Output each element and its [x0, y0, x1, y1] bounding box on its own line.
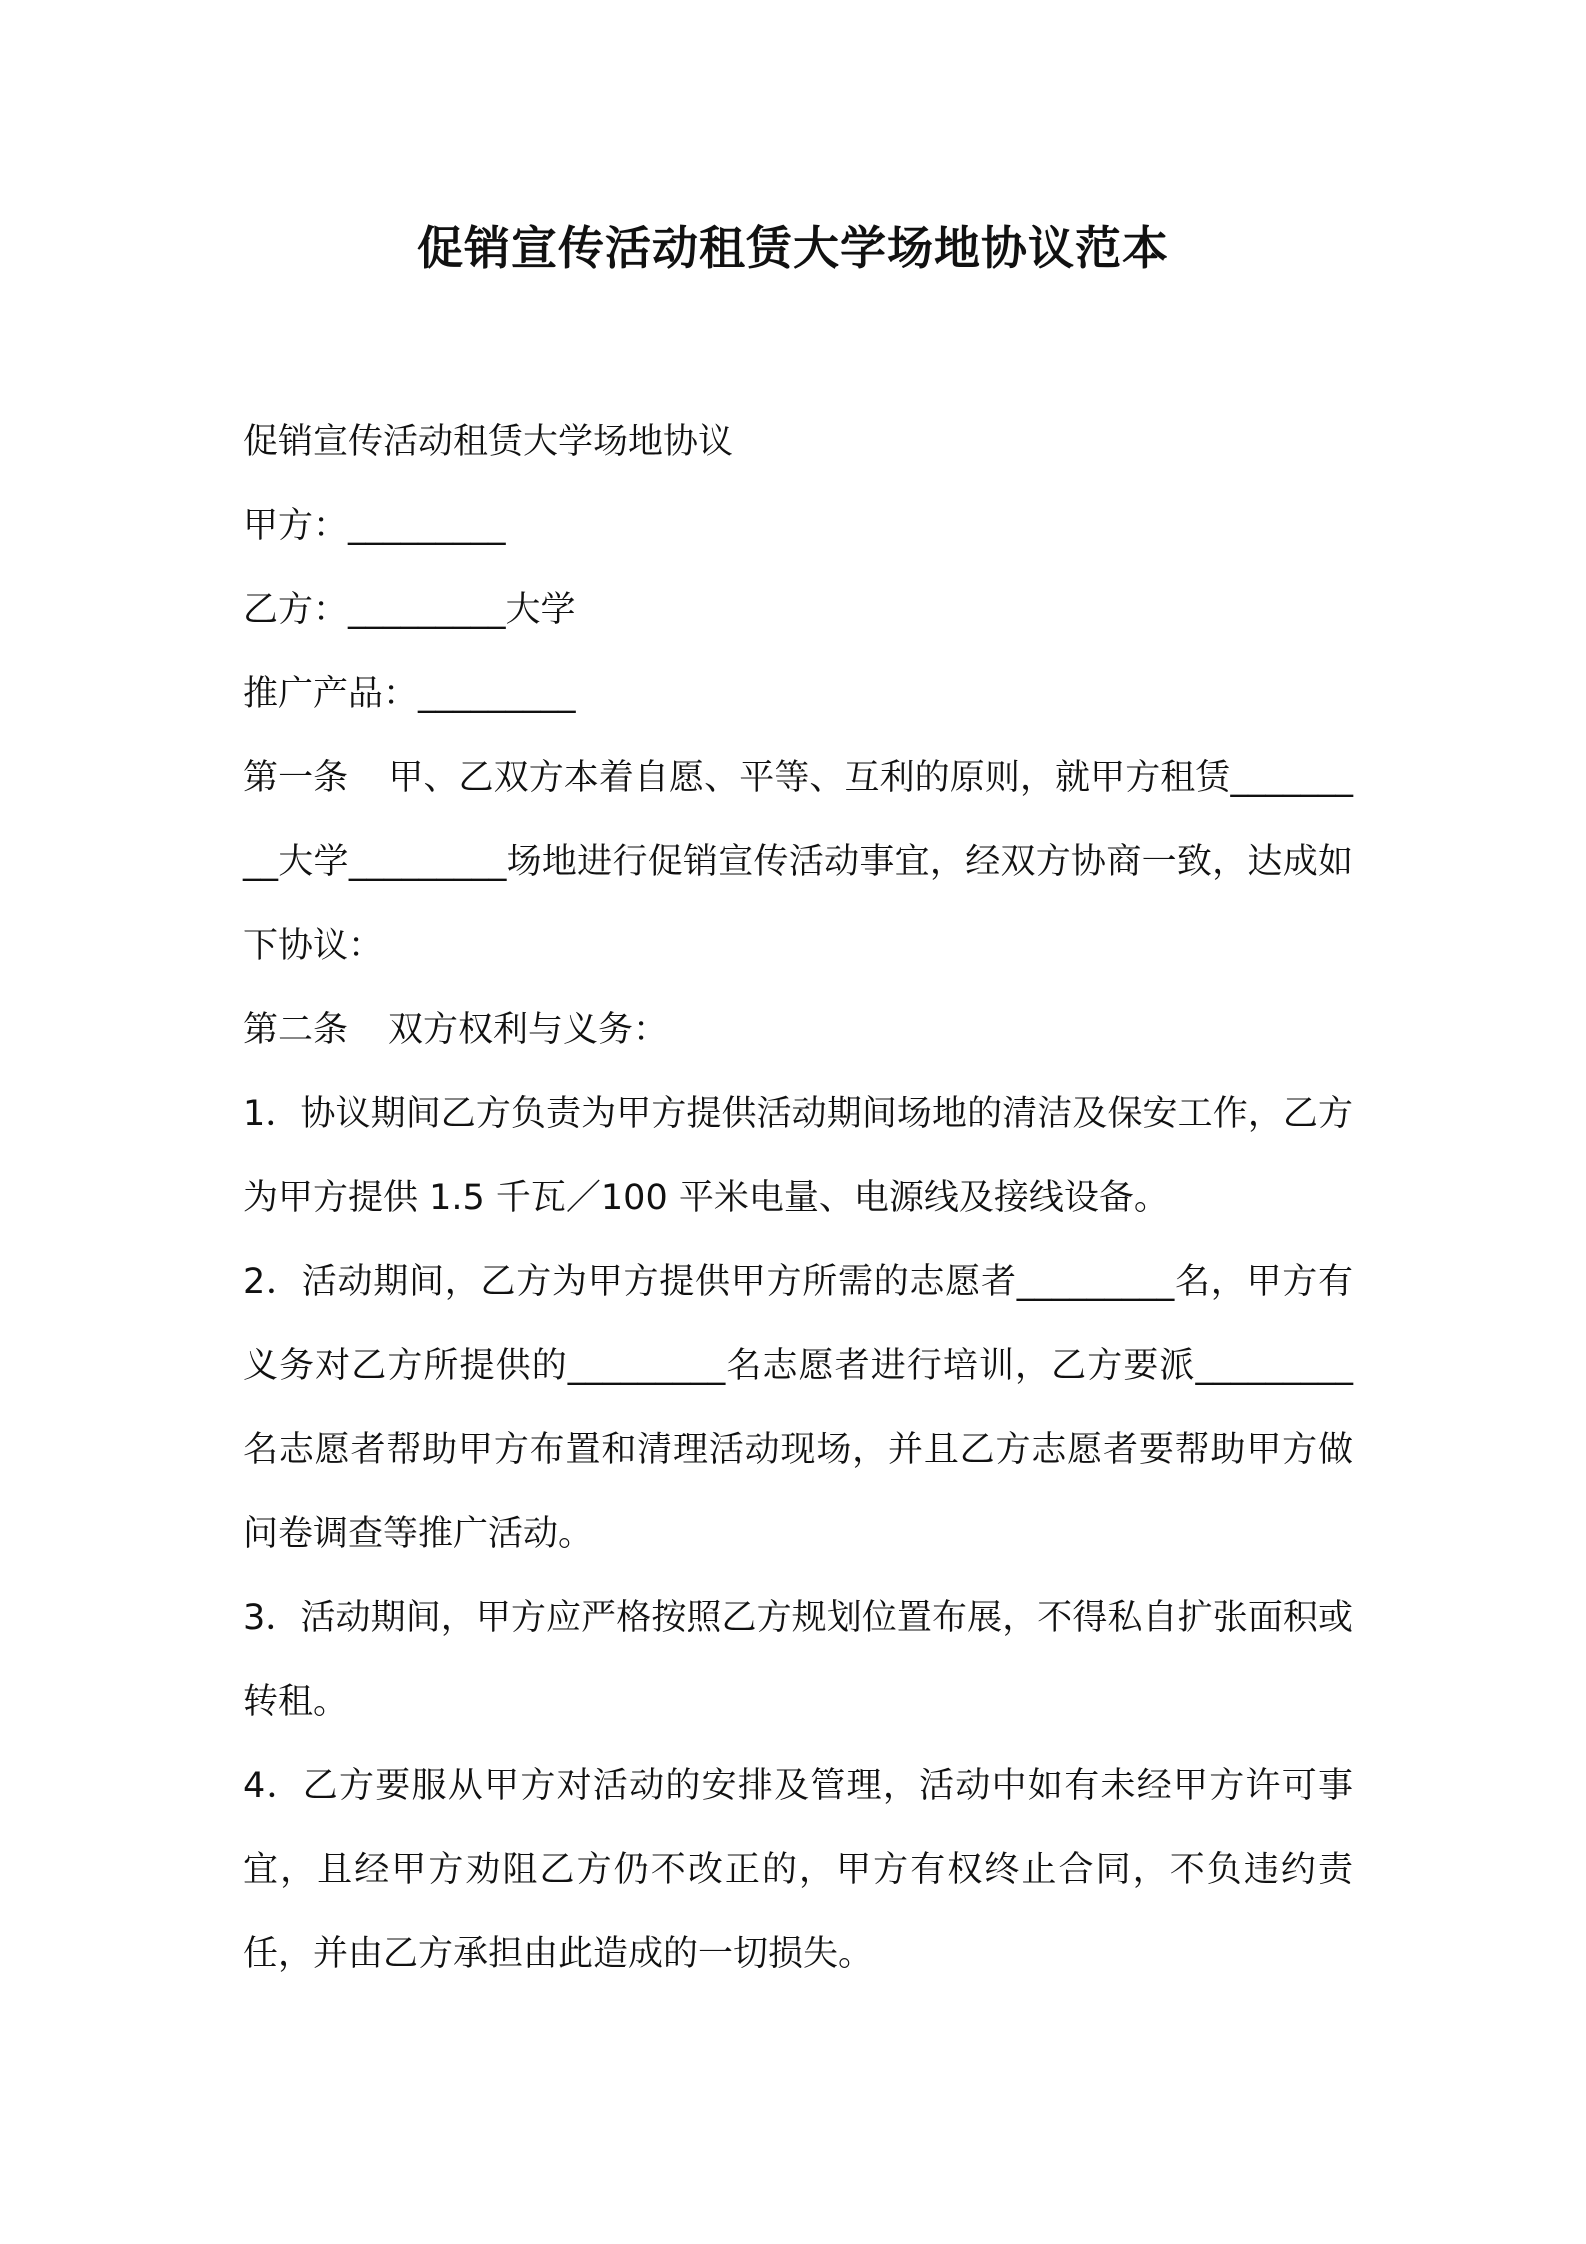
article-1-text: 甲、乙双方本着自愿、平等、互利的原则，就甲方租赁_________大学_________场地进行促销宣传活动事宜，经双方协商一致，达成如下协议：: [243, 758, 1353, 966]
agreement-subtitle: 促销宣传活动租赁大学场地协议: [243, 422, 734, 462]
article-1: [243, 736, 1353, 988]
clause-1: 1．协议期间乙方负责为甲方提供活动期间场地的清洁及保安工作，乙方为甲方提供 1.5 千瓦／100 平米电量、电源线及接线设备。: [243, 1094, 1353, 1218]
document-body: [243, 400, 1353, 1996]
article-2: [243, 988, 1353, 1072]
clause-4: 4．乙方要服从甲方对活动的安排及管理，活动中如有未经甲方许可事宜，且经甲方劝阻乙方仍不改正的，甲方有权终止合同，不负违约责任，并由乙方承担由此造成的一切损失。: [243, 1766, 1353, 1974]
party-a-line: 甲方：_________: [243, 506, 506, 546]
document-title: 促销宣传活动租赁大学场地协议范本: [417, 221, 1169, 275]
article-1-heading: 第一条: [243, 758, 349, 798]
article-2-heading: 第二条: [243, 1010, 349, 1050]
product-line: 推广产品：_________: [243, 674, 576, 714]
party-b-line: 乙方：_________大学: [243, 590, 576, 630]
clause-2: 2．活动期间，乙方为甲方提供甲方所需的志愿者_________名，甲方有义务对乙方所提供的_________名志愿者进行培训，乙方要派_________名志愿者帮助甲方布置和清理活动现场，并且乙方志愿者要帮助甲方做问卷调查等推广活动。: [243, 1262, 1353, 1554]
article-2-text: 双方权利与义务：: [388, 1010, 669, 1050]
clause-3: 3．活动期间，甲方应严格按照乙方规划位置布展，不得私自扩张面积或转租。: [243, 1598, 1353, 1722]
